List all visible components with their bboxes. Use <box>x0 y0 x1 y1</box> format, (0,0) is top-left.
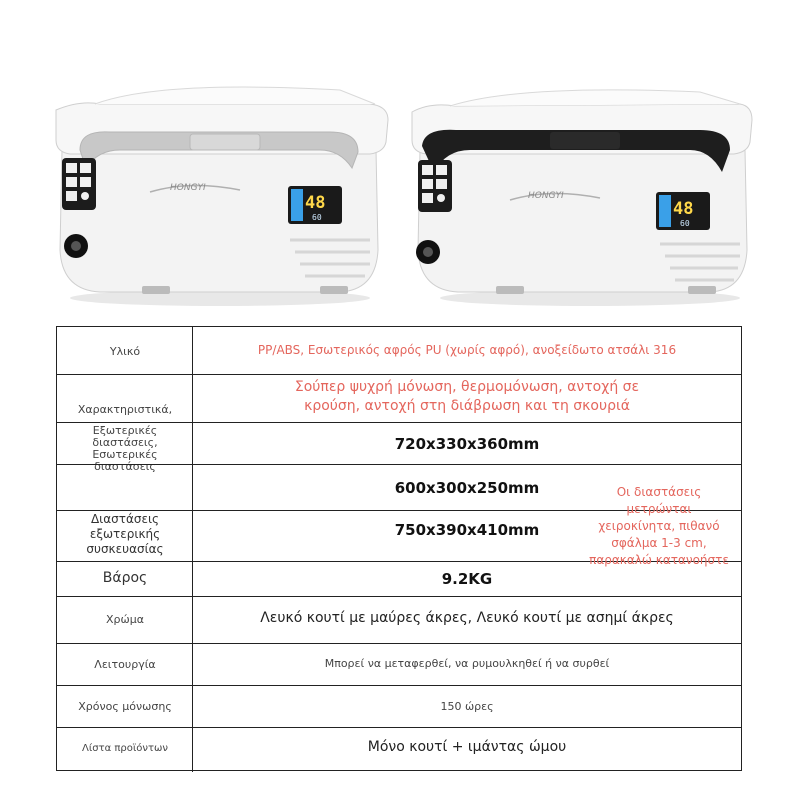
display-value: 48 <box>673 199 694 219</box>
spec-label-inner-dim-line2: διαστάσεις <box>94 460 156 473</box>
spec-row-insulation-time <box>57 685 741 727</box>
spec-label-package-line1: Διαστάσεις <box>90 512 160 526</box>
cooler-illustration <box>40 0 395 318</box>
spec-value-weight: 9.2KG <box>441 570 493 588</box>
spec-label-features: Χαρακτηριστικά, <box>77 403 173 416</box>
spec-label-color: Χρώμα <box>106 613 144 626</box>
note-line2: μετρώνται <box>626 502 692 516</box>
spec-label-package-line3: συσκευασίας <box>86 542 164 556</box>
measurement-note <box>580 484 738 569</box>
product-image-cooler-black-trim <box>400 0 760 318</box>
spec-label-outer-dim-line1: Εξωτερικές <box>92 424 158 437</box>
spec-row-contents <box>57 727 741 772</box>
note-line4: σφάλμα 1-3 cm, <box>611 536 707 550</box>
brand-logo: HONGYI <box>170 183 206 193</box>
spec-value-color: Λευκό κουτί με μαύρες άκρες, Λευκό κουτί με ασημί άκρες <box>260 610 674 626</box>
spec-value-contents: Μόνο κουτί + ιμάντας ώμου <box>367 739 567 755</box>
display-value: 48 <box>305 193 326 213</box>
spec-value-function: Μπορεί να μεταφερθεί, να ρυμουλκηθεί ή να συρθεί <box>324 657 610 670</box>
spec-value-inner-dimensions: 600x300x250mm <box>394 479 540 497</box>
cooler-illustration <box>400 0 760 318</box>
spec-value-package-dimensions: 750x390x410mm <box>394 521 540 539</box>
spec-label-contents: Λίστα προϊόντων <box>82 743 168 754</box>
spec-label-inner-dim-line1: Εσωτερικές <box>92 448 158 461</box>
spec-label-weight: Βάρος <box>102 570 148 586</box>
spec-row-color <box>57 596 741 643</box>
spec-label-function: Λειτουργία <box>94 658 156 671</box>
spec-value-outer-dimensions: 720x330x360mm <box>394 435 540 453</box>
spec-label-package-line2: εξωτερικής <box>89 527 161 541</box>
display-sub-value: 60 <box>312 213 322 222</box>
spec-row-function <box>57 643 741 685</box>
note-line3: χειροκίνητα, πιθανό <box>598 519 720 533</box>
spec-value-material: PP/ABS, Εσωτερικός αφρός PU (χωρίς αφρό), ανοξείδωτο ατσάλι 316 <box>257 343 677 357</box>
note-line1: Οι διαστάσεις <box>616 485 702 499</box>
spec-row-features <box>57 374 741 422</box>
product-image-cooler-grey-trim <box>40 0 395 318</box>
brand-logo: HONGYI <box>528 191 564 201</box>
spec-value-features-line1: Σούπερ ψυχρή μόνωση, θερμομόνωση, αντοχή σε <box>294 379 640 395</box>
spec-row-outer-dimensions <box>57 422 741 473</box>
spec-label-material: Υλικό <box>109 345 141 358</box>
spec-row-material <box>57 327 741 374</box>
spec-label-insulation-time: Χρόνος μόνωσης <box>78 700 172 713</box>
display-sub-value: 60 <box>680 219 690 228</box>
spec-value-insulation-time: 150 ώρες <box>440 700 494 713</box>
note-line5: παρακαλώ κατανοήστε <box>589 553 729 567</box>
spec-label-outer-dim-line2: διαστάσεις, <box>92 436 158 449</box>
spec-value-features-line2: κρούση, αντοχή στη διάβρωση και τη σκουριά <box>304 398 630 414</box>
